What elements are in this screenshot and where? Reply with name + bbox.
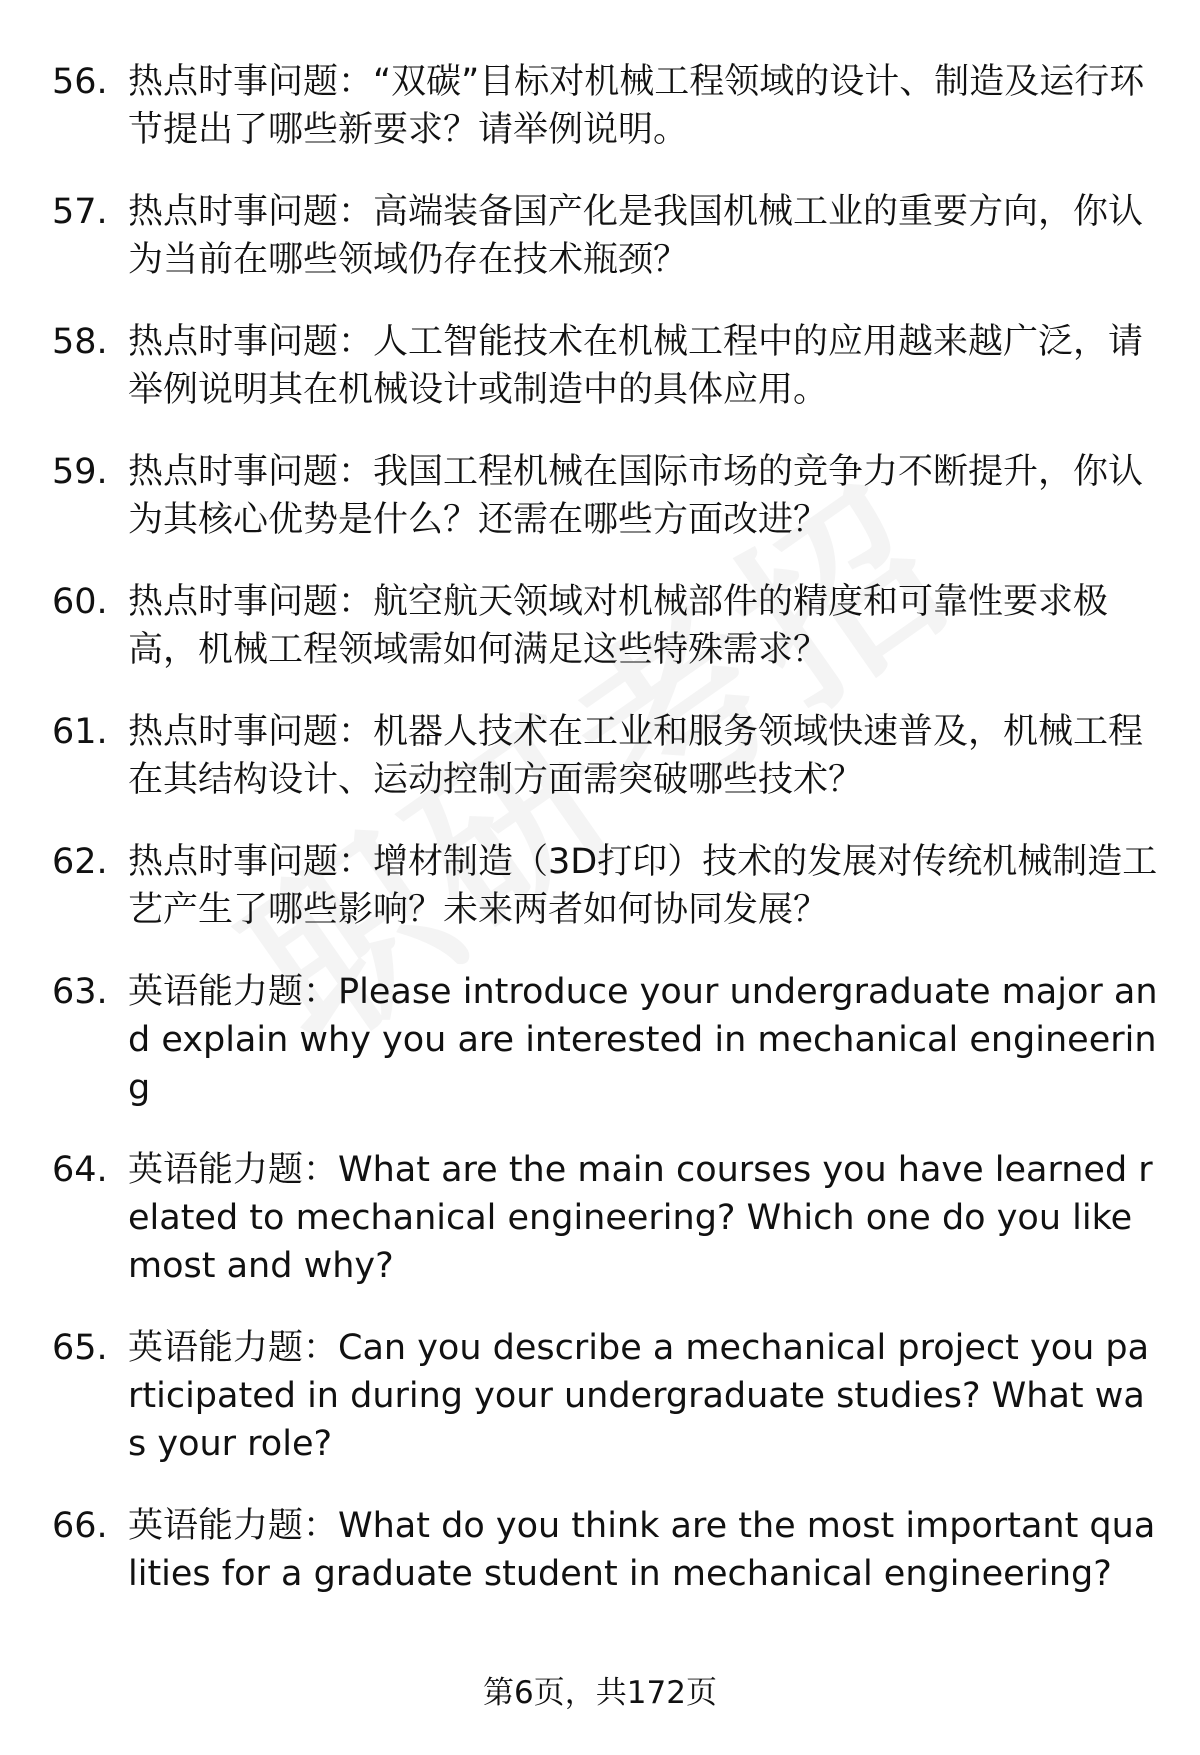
question-body [128,318,1162,414]
question-item [52,448,1162,544]
question-number: 58. [52,322,108,362]
question-body [128,448,1162,544]
question-text: What do you think are the most important qualities for a graduate student in mechanical engineering? [128,1506,1156,1594]
question-item [52,708,1162,804]
question-category: 热点时事问题： [128,582,374,622]
question-text: 机器人技术在工业和服务领域快速普及，机械工程在其结构设计、运动控制方面需突破哪些技术？ [128,712,1144,800]
question-text: 增材制造（3D打印）技术的发展对传统机械制造工艺产生了哪些影响？未来两者如何协同发展？ [128,842,1158,930]
question-text: Can you describe a mechanical project you participated in during your undergraduate studies? What was your role? [128,1328,1150,1464]
question-item [52,1146,1162,1290]
question-body [128,968,1162,1112]
question-text: “双碳”目标对机械工程领域的设计、制造及运行环节提出了哪些新要求？请举例说明。 [128,62,1145,150]
question-body [128,188,1162,284]
question-number: 64. [52,1150,108,1190]
question-number: 56. [52,62,108,102]
question-number: 61. [52,712,108,752]
question-number: 59. [52,452,108,492]
question-item [52,188,1162,284]
question-body [128,578,1162,674]
question-category: 热点时事问题： [128,62,374,102]
question-item [52,968,1162,1112]
question-item [52,578,1162,674]
question-item [52,318,1162,414]
question-item [52,838,1162,934]
question-body [128,838,1162,934]
question-category: 热点时事问题： [128,322,374,362]
question-body [128,58,1162,154]
question-number: 63. [52,972,108,1012]
question-number: 62. [52,842,108,882]
question-text: 我国工程机械在国际市场的竞争力不断提升，你认为其核心优势是什么？还需在哪些方面改进？ [128,452,1144,540]
question-body [128,708,1162,804]
question-text: Please introduce your undergraduate major and explain why you are interested in mechanical engineering [128,972,1158,1108]
question-number: 65. [52,1328,108,1368]
question-list [52,58,1162,1598]
question-category: 英语能力题： [128,1150,339,1190]
question-category: 热点时事问题： [128,842,374,882]
question-item [52,1324,1162,1468]
question-number: 57. [52,192,108,232]
question-text: 航空航天领域对机械部件的精度和可靠性要求极高，机械工程领域需如何满足这些特殊需求？ [128,582,1109,670]
question-category: 热点时事问题： [128,192,374,232]
question-category: 英语能力题： [128,1506,339,1546]
question-category: 热点时事问题： [128,452,374,492]
question-text: What are the main courses you have learned related to mechanical engineering? Which one do you like most and why? [128,1150,1153,1286]
question-text: 高端装备国产化是我国机械工业的重要方向，你认为当前在哪些领域仍存在技术瓶颈？ [128,192,1144,280]
question-body [128,1146,1162,1290]
question-body [128,1324,1162,1468]
page-number-footer: 第6页，共172页 [483,1675,717,1711]
question-text: 人工智能技术在机械工程中的应用越来越广泛，请举例说明其在机械设计或制造中的具体应用。 [128,322,1144,410]
question-number: 60. [52,582,108,622]
question-category: 英语能力题： [128,972,339,1012]
question-item [52,58,1162,154]
question-category: 热点时事问题： [128,712,374,752]
question-body [128,1502,1162,1598]
question-number: 66. [52,1506,108,1546]
question-item [52,1502,1162,1598]
question-category: 英语能力题： [128,1328,339,1368]
